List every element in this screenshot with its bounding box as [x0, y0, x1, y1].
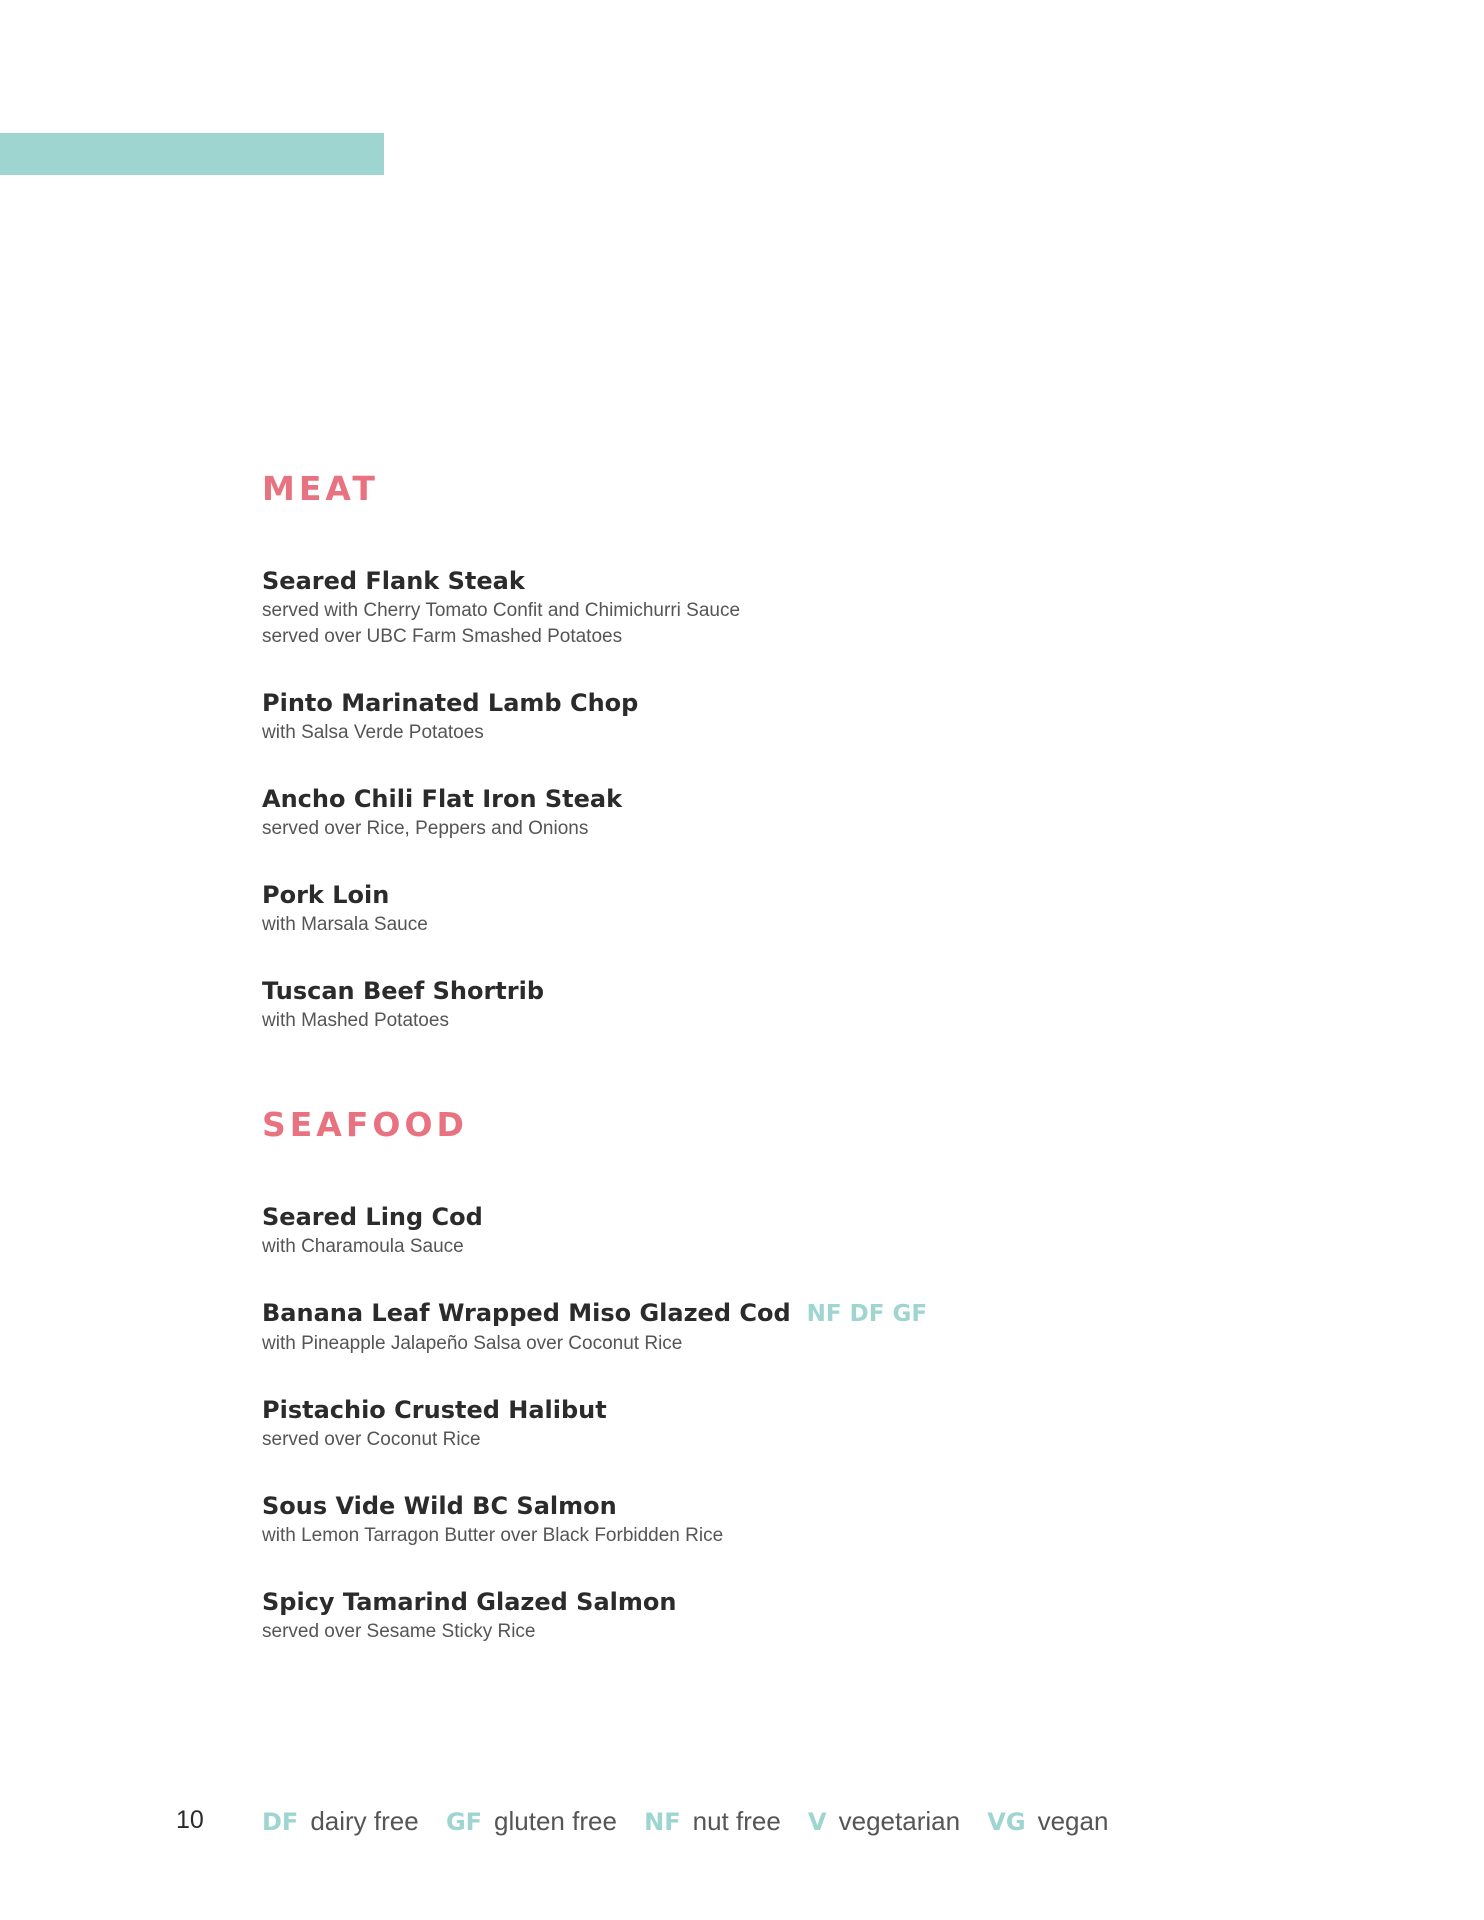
section-seafood	[262, 1098, 1362, 1645]
legend-item	[262, 1806, 419, 1836]
menu-item	[262, 782, 1362, 842]
item-description: served over UBC Farm Smashed Potatoes	[262, 626, 623, 647]
item-description: with Pineapple Jalapeño Salsa over Coconut Rice	[262, 1333, 683, 1354]
menu-item	[262, 878, 1362, 938]
page-footer	[0, 1806, 1484, 1846]
item-name: Banana Leaf Wrapped Miso Glazed Cod	[262, 1299, 791, 1327]
page-number: 10	[176, 1806, 204, 1834]
menu-items	[262, 564, 1362, 1034]
section-meat	[262, 462, 1362, 1034]
item-description: served over Rice, Peppers and Onions	[262, 818, 589, 839]
item-name: Pinto Marinated Lamb Chop	[262, 689, 639, 717]
legend-label: dairy free	[310, 1806, 419, 1836]
item-description: with Salsa Verde Potatoes	[262, 722, 484, 743]
diet-tag: DF	[849, 1301, 885, 1327]
legend-abbr: GF	[445, 1808, 483, 1836]
item-name: Sous Vide Wild BC Salmon	[262, 1492, 617, 1520]
legend-label: nut free	[692, 1806, 781, 1836]
section-heading: MEAT	[262, 469, 379, 508]
item-name: Spicy Tamarind Glazed Salmon	[262, 1588, 677, 1616]
menu-content	[262, 462, 1362, 1681]
item-description: served with Cherry Tomato Confit and Chimichurri Sauce	[262, 600, 741, 621]
legend-abbr: VG	[987, 1808, 1026, 1836]
menu-item	[262, 686, 1362, 746]
item-description: with Lemon Tarragon Butter over Black Forbidden Rice	[262, 1525, 724, 1546]
menu-item	[262, 1585, 1362, 1645]
item-name: Tuscan Beef Shortrib	[262, 977, 545, 1005]
menu-item	[262, 1200, 1362, 1260]
item-description: served over Sesame Sticky Rice	[262, 1621, 536, 1642]
menu-item	[262, 1296, 1362, 1357]
item-name: Seared Flank Steak	[262, 567, 525, 595]
legend-label: vegetarian	[838, 1806, 961, 1836]
menu-item	[262, 1393, 1362, 1453]
item-description: with Charamoula Sauce	[262, 1236, 464, 1257]
legend-item	[808, 1806, 960, 1836]
item-name: Seared Ling Cod	[262, 1203, 483, 1231]
item-name: Pork Loin	[262, 881, 390, 909]
menu-item	[262, 974, 1362, 1034]
section-heading: SEAFOOD	[262, 1105, 468, 1144]
item-description: with Mashed Potatoes	[262, 1010, 449, 1031]
legend-item	[987, 1806, 1108, 1836]
menu-item	[262, 1489, 1362, 1549]
item-description: with Marsala Sauce	[262, 914, 428, 935]
accent-bar	[0, 133, 384, 175]
legend-item	[644, 1806, 781, 1836]
legend-label: gluten free	[494, 1806, 617, 1836]
legend-item	[446, 1806, 617, 1836]
menu-items	[262, 1200, 1362, 1645]
diet-tag: GF	[892, 1301, 928, 1327]
legend-label: vegan	[1037, 1806, 1109, 1836]
legend-abbr: NF	[644, 1808, 681, 1836]
diet-legend	[262, 1806, 1128, 1837]
legend-abbr: V	[808, 1808, 827, 1836]
item-name: Ancho Chili Flat Iron Steak	[262, 785, 623, 813]
menu-item	[262, 564, 1362, 650]
item-description: served over Coconut Rice	[262, 1429, 481, 1450]
item-name: Pistachio Crusted Halibut	[262, 1396, 607, 1424]
item-name-row	[262, 1296, 1362, 1331]
diet-tag: NF	[806, 1301, 842, 1327]
diet-tags	[799, 1299, 927, 1327]
legend-abbr: DF	[262, 1808, 299, 1836]
